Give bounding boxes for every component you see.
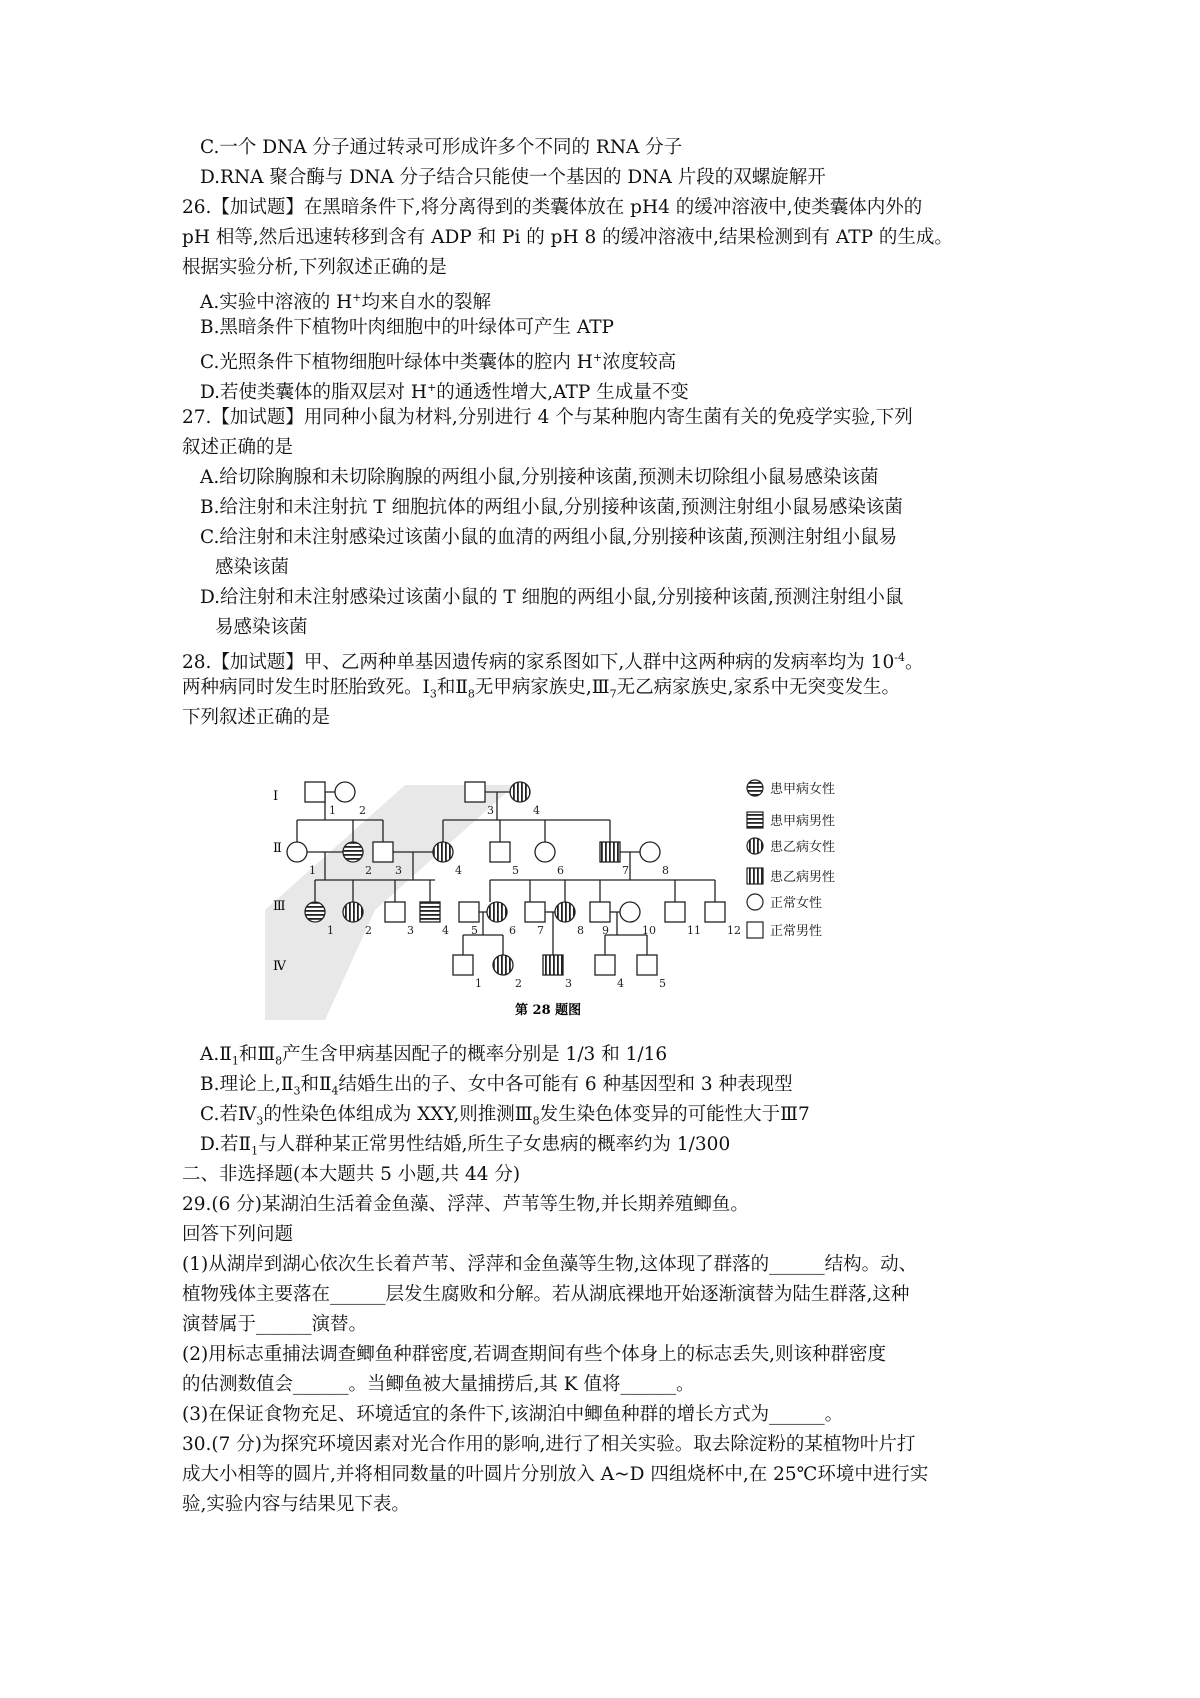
q25-option-d: D.RNA 聚合酶与 DNA 分子结合只能使一个基因的 DNA 片段的双螺旋解开	[200, 167, 826, 188]
q28-option-b: B.理论上$,Ⅱ_3$和$Ⅱ_4$结婚生出的子、女中各可能有 6 种基因型和 3 种表现型	[200, 1074, 793, 1098]
q28-stem-line2: 两种病同时发生时胚胎致死。$Ⅰ_3$和$Ⅱ_8$无甲病家族史$,Ⅲ_7$无乙病家族史,家系中无突变发生。	[182, 677, 901, 701]
III12-male	[705, 902, 725, 922]
IV3-male-disease-yi	[543, 955, 563, 975]
q27-stem-line1: 27.【加试题】用同种小鼠为材料,分别进行 4 个与某种胞内寄生菌有关的免疫学实验,下列	[182, 407, 913, 428]
I3-male	[465, 782, 485, 802]
svg-text:5: 5	[512, 864, 519, 877]
q30-stem-line2: 成大小相等的圆片,并将相同数量的叶圆片分别放入 A~D 四组烧杯中,在 25℃环境中进行实	[182, 1464, 929, 1485]
svg-text:7: 7	[622, 864, 629, 877]
section-2-heading: 二、非选择题(本大题共 5 小题,共 44 分)	[182, 1164, 521, 1185]
q29-part2-line1: (2)用标志重捕法调查鲫鱼种群密度,若调查期间有些个体身上的标志丢失,则该种群密度	[182, 1344, 886, 1365]
q29-instruction: 回答下列问题	[182, 1224, 294, 1245]
II4-female-disease-yi	[433, 842, 453, 862]
q27-option-a: A.给切除胸腺和未切除胸腺的两组小鼠,分别接种该菌,预测未切除组小鼠易感染该菌	[200, 467, 879, 488]
answer-blank: ______	[330, 1284, 386, 1305]
svg-text:1: 1	[327, 924, 334, 937]
III7-male	[525, 902, 545, 922]
svg-text:2: 2	[359, 804, 366, 817]
IV4-male	[595, 955, 615, 975]
q29-part3: (3)在保证食物充足、环境适宜的条件下,该湖泊中鲫鱼种群的增长方式为______。	[182, 1400, 843, 1430]
svg-text:3: 3	[565, 977, 572, 990]
II7-male-disease-yi	[600, 842, 620, 862]
q28-stem-line3: 下列叙述正确的是	[182, 707, 331, 728]
III10-female	[620, 902, 640, 922]
q27-stem-line2: 叙述正确的是	[182, 437, 294, 458]
svg-text:4: 4	[442, 924, 449, 937]
II3-male	[373, 842, 393, 862]
q26-stem-line3: 根据实验分析,下列叙述正确的是	[182, 257, 447, 278]
svg-text:3: 3	[395, 864, 402, 877]
q26-option-c: C.光照条件下植物细胞叶绿体中类囊体的腔内 H+浓度较高	[200, 351, 677, 374]
svg-text:1: 1	[329, 804, 336, 817]
legend-label-5: 正常女性	[770, 896, 823, 911]
q28-option-a: $A.Ⅱ_1$和$Ⅲ_8$产生含甲病基因配子的概率分别是 1/3 和 1/16	[200, 1044, 668, 1068]
legend-symbol-normal-male	[747, 922, 763, 938]
III2-female-disease-yi	[343, 902, 363, 922]
q30-stem-line1: 30.(7 分)为探究环境因素对光合作用的影响,进行了相关实验。取去除淀粉的某植物叶片打	[182, 1434, 916, 1455]
svg-text:12: 12	[727, 924, 741, 937]
svg-text:6: 6	[557, 864, 564, 877]
legend-symbol-yi-male	[747, 868, 763, 884]
III6-female-disease-yi	[487, 902, 507, 922]
svg-text:3: 3	[487, 804, 494, 817]
II2-female-disease-jia	[343, 842, 363, 862]
IV5-male	[637, 955, 657, 975]
q26-option-b: B.黑暗条件下植物叶肉细胞中的叶绿体可产生 ATP	[200, 317, 614, 338]
q29-part1-line1: (1)从湖岸到湖心依次生长着芦苇、浮萍和金鱼藻等生物,这体现了群落的______结构。动、	[182, 1250, 917, 1280]
answer-blank: ______	[293, 1374, 349, 1395]
II5-male	[490, 842, 510, 862]
svg-text:10: 10	[642, 924, 656, 937]
III3-male	[385, 902, 405, 922]
figure-caption: 第 28 题图	[515, 1003, 582, 1018]
q27-option-d-line1: D.给注射和未注射感染过该菌小鼠的 T 细胞的两组小鼠,分别接种该菌,预测注射组小鼠	[200, 587, 904, 608]
svg-text:2: 2	[365, 864, 372, 877]
q27-option-c-line1: C.给注射和未注射感染过该菌小鼠的血清的两组小鼠,分别接种该菌,预测注射组小鼠易	[200, 527, 898, 548]
svg-text:4: 4	[455, 864, 462, 877]
answer-blank: ______	[620, 1374, 676, 1395]
svg-text:3: 3	[407, 924, 414, 937]
legend-symbol-yi-female	[747, 838, 763, 854]
svg-text:1: 1	[309, 864, 316, 877]
I4-female-disease-yi	[510, 782, 530, 802]
q27-option-c-line2: 感染该菌	[215, 557, 290, 578]
answer-blank: ______	[769, 1254, 825, 1275]
IV2-female-disease-yi	[493, 955, 513, 975]
IV1-male	[453, 955, 473, 975]
III1-female-disease-jia	[305, 902, 325, 922]
q28-option-d: D.若$Ⅱ_1$与人群种某正常男性结婚,所生子女患病的概率约为 1/300	[200, 1134, 731, 1158]
pedigree-chart	[265, 770, 945, 1020]
svg-text:11: 11	[687, 924, 701, 937]
q26-stem-line2: pH 相等,然后迅速转移到含有 ADP 和 Pi 的 pH 8 的缓冲溶液中,结果检测到有 ATP 的生成。	[182, 227, 953, 248]
q27-option-b: B.给注射和未注射抗 T 细胞抗体的两组小鼠,分别接种该菌,预测注射组小鼠易感染该菌	[200, 497, 903, 518]
legend-symbol-jia-female	[747, 780, 763, 796]
III5-male	[459, 902, 479, 922]
q26-option-a: A.实验中溶液的 H+均来自水的裂解	[200, 291, 491, 314]
II8-female	[640, 842, 660, 862]
I2-female	[335, 782, 355, 802]
legend-symbol-jia-male	[747, 812, 763, 828]
q26-option-d: D.若使类囊体的脂双层对 H+的通透性增大,ATP 生成量不变	[200, 381, 689, 404]
q25-option-c: C.一个 DNA 分子通过转录可形成许多个不同的 RNA 分子	[200, 137, 683, 158]
svg-text:2: 2	[365, 924, 372, 937]
III11-male	[665, 902, 685, 922]
svg-text:1: 1	[475, 977, 482, 990]
III4-male-disease-jia	[420, 902, 440, 922]
svg-text:8: 8	[662, 864, 669, 877]
q29-part1-line2: 植物残体主要落在______层发生腐败和分解。若从湖底裸地开始逐渐演替为陆生群落,这种	[182, 1280, 909, 1310]
gen-label-1: Ⅰ	[273, 789, 279, 804]
legend-label-3: 患乙病女性	[770, 840, 836, 855]
gen-label-3: Ⅲ	[273, 899, 286, 914]
II6-female	[535, 842, 555, 862]
legend-label-2: 患甲病男性	[770, 814, 836, 829]
q28-stem-line1: 28.【加试题】甲、乙两种单基因遗传病的家系图如下,人群中这两种病的发病率均为 $10^{-4}$。	[182, 651, 924, 674]
svg-text:2: 2	[515, 977, 522, 990]
q30-stem-line3: 验,实验内容与结果见下表。	[182, 1494, 410, 1515]
svg-text:5: 5	[471, 924, 478, 937]
q29-part1-line3: 演替属于______演替。	[182, 1310, 367, 1340]
svg-text:7: 7	[537, 924, 544, 937]
svg-text:9: 9	[602, 924, 609, 937]
II1-female	[287, 842, 307, 862]
gen-label-4: Ⅳ	[273, 959, 286, 974]
svg-text:5: 5	[659, 977, 666, 990]
svg-text:4: 4	[617, 977, 624, 990]
q27-option-d-line2: 易感染该菌	[215, 617, 308, 638]
svg-text:4: 4	[533, 804, 540, 817]
answer-blank: ______	[769, 1404, 825, 1425]
answer-blank: ______	[256, 1314, 312, 1335]
q28-option-c: C.若$Ⅳ_3$的性染色体组成为 XXY,则推测$Ⅲ_8$发生染色体变异的可能性大于Ⅲ7	[200, 1104, 810, 1128]
I1-male	[305, 782, 325, 802]
gen-label-2: Ⅱ	[273, 841, 282, 856]
legend-label-4: 患乙病男性	[770, 870, 836, 885]
svg-text:6: 6	[509, 924, 516, 937]
svg-text:8: 8	[577, 924, 584, 937]
q26-stem-line1: 26.【加试题】在黑暗条件下,将分离得到的类囊体放在 pH4 的缓冲溶液中,使类囊体内外的	[182, 197, 923, 218]
III9-male	[590, 902, 610, 922]
q29-stem: 29.(6 分)某湖泊生活着金鱼藻、浮萍、芦苇等生物,并长期养殖鲫鱼。	[182, 1194, 749, 1215]
legend-label-1: 患甲病女性	[770, 782, 836, 797]
legend-label-6: 正常男性	[770, 924, 823, 939]
III8-female-disease-yi	[555, 902, 575, 922]
q29-part2-line2: 的估测数值会______。当鲫鱼被大量捕捞后,其 K 值将______。	[182, 1370, 695, 1400]
legend-symbol-normal-female	[747, 894, 763, 910]
pedigree-figure	[265, 770, 945, 1020]
